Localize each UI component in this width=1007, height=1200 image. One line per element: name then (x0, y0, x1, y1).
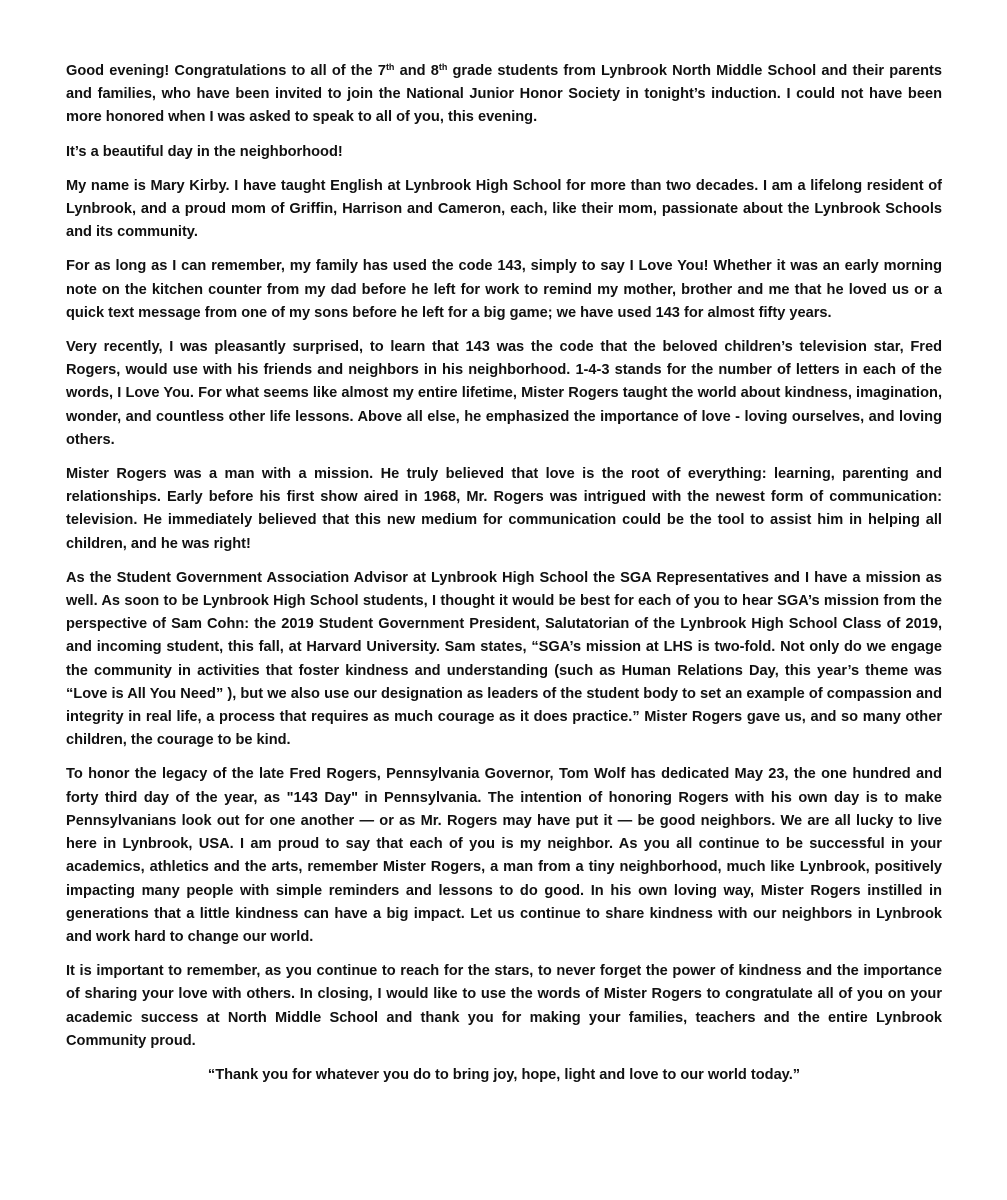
ordinal-suffix-7th: th (385, 62, 395, 72)
paragraph-closing: It is important to remember, as you continue to reach for the stars, to never forget the power of kindness and the importance of sharing your love with others. In closing, I would like to use the words of Mister Rogers to congratulate all of you on your academic success at North Middle School and thank you for making your families, teachers and the entire Lynbrook Community proud. (66, 963, 942, 1049)
paragraph-neighborhood: It’s a beautiful day in the neighborhood! (66, 143, 343, 160)
greeting-text-a: Good evening! Congratulations to all of the 7 (66, 63, 386, 79)
speech-document (66, 60, 942, 1087)
ordinal-suffix-8th: th (438, 62, 448, 72)
paragraph-sga: As the Student Government Association Advisor at Lynbrook High School the SGA Representatives and I have a mission as well. As soon to be Lynbrook High School students, I thought it would be best for each of you to hear SGA’s mission from the perspective of Sam Cohn: the 2019 Student Government President, Salutatorian of the Lynbrook High School Class of 2019, and incoming student, this fall, at Harvard University. Sam states, “SGA’s mission at LHS is two-fold. Not only do we engage the community in activities that foster kindness and understanding (such as Human Relations Day, this year’s theme was “Love is All You Need” ), but we also use our designation as leaders of the student body to set an example of compassion and integrity in real life, a process that requires as much courage as it does practice.” Mister Rogers gave us, and so many other children, the courage to be kind. (66, 569, 942, 749)
paragraph-introduction: My name is Mary Kirby. I have taught English at Lynbrook High School for more than two decades. I am a lifelong resident of Lynbrook, and a proud mom of Griffin, Harrison and Cameron, each, like their mom, passionate about the Lynbrook Schools and its community. (66, 177, 942, 241)
closing-quote: “Thank you for whatever you do to bring joy, hope, light and love to our world today.” (207, 1066, 801, 1083)
greeting-text-c: grade students from Lynbrook North Middle School and their parents and families, who have been invited to join the National Junior Honor Society in tonight’s induction. I could not have been more honored when I was asked to speak to all of you, this evening. (66, 63, 942, 126)
paragraph-code-143: For as long as I can remember, my family has used the code 143, simply to say I Love You! Whether it was an early morning note on the kitchen counter from my dad before he left for work to remind my mother, brother and me that he loved us or a quick text message from one of my sons before he left for a big game; we have used 143 for almost fifty years. (66, 258, 942, 321)
paragraph-143-day: To honor the legacy of the late Fred Rogers, Pennsylvania Governor, Tom Wolf has dedicated May 23, the one hundred and forty third day of the year, as "143 Day" in Pennsylvania. The intention of honoring Rogers with his own day is to make Pennsylvanians look out for one another — or as Mr. Rogers may have put it — be good neighbors. We are all lucky to live here in Lynbrook, USA. I am proud to say that each of you is my neighbor. As you all continue to be successful in your academics, athletics and the arts, remember Mister Rogers, a man from a tiny neighborhood, much like Lynbrook, positively impacting many people with simple reminders and lessons to do good. In his own loving way, Mister Rogers instilled in generations that a little kindness can have a big impact. Let us continue to share kindness with our neighbors in Lynbrook and work hard to change our world. (66, 766, 942, 945)
paragraph-greeting (66, 60, 942, 130)
paragraph-mission: Mister Rogers was a man with a mission. He truly believed that love is the root of everything: learning, parenting and relationships. Early before his first show aired in 1968, Mr. Rogers was intrigued with the newest form of communication: television. He immediately believed that this new medium for communication could be the tool to assist him in helping all children, and he was right! (66, 466, 942, 552)
paragraph-fred-rogers: Very recently, I was pleasantly surprised, to learn that 143 was the code that the beloved children’s television star, Fred Rogers, would use with his friends and neighbors in his neighborhood. 1-4-3 stands for the number of letters in each of the words, I Love You. For what seems like almost my entire lifetime, Mister Rogers taught the world about kindness, imagination, wonder, and countless other life lessons. Above all else, he emphasized the importance of love - loving ourselves, and loving others. (66, 339, 942, 448)
greeting-text-b: and 8 (394, 63, 439, 79)
